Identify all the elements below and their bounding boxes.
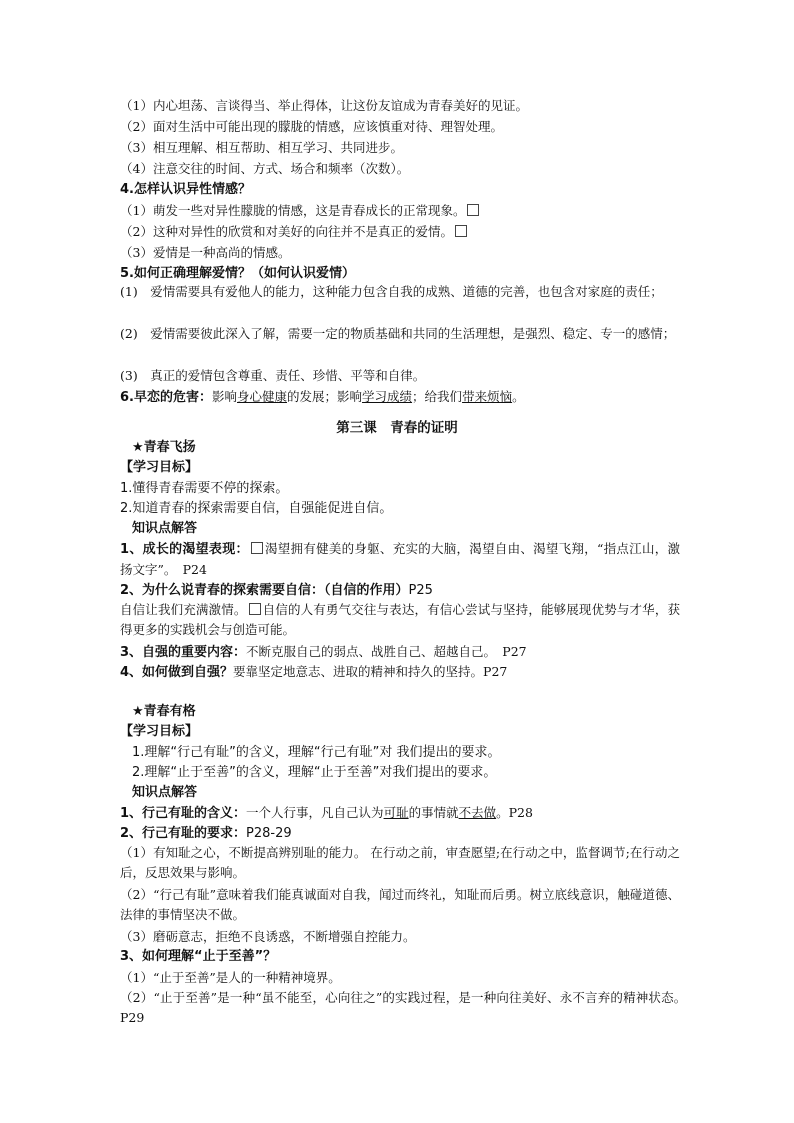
lesson-title: 第三课 青春的证明	[336, 420, 458, 436]
text-line: （2）这种对异性的欣赏和对美好的向往并不是真正的爱情。	[120, 222, 469, 242]
text-line: （2）面对生活中可能出现的朦胧的情感，应该慎重对待、理智处理。	[120, 119, 503, 134]
goal-item: 1.懂得青春需要不停的探索。	[120, 481, 289, 496]
goal-item: 2.理解“止于至善”的含义，理解“止于至善”对我们提出的要求。	[132, 765, 497, 780]
goal-item: 1.理解“行己有耻”的含义，理解“行己有耻”对 我们提出的要求。	[132, 745, 501, 760]
kp-text: （2）“行己有耻”意味着我们能真诚面对自我，闻过而终礼，知耻而后勇。树立底线意识，触碰道德、法律的事情坚决不做。	[120, 887, 680, 922]
checkbox-glyph-icon	[249, 603, 261, 615]
text-line: （3）相互理解、相互帮助、相互学习、共同进步。	[120, 140, 403, 155]
kp-item: 1、成长的渴望表现： 渴望拥有健美的身躯、充实的大脑，渴望自由、渴望飞翔，“指点江山，激扬文字”。 P24	[120, 541, 680, 577]
checkbox-glyph-icon	[455, 225, 467, 237]
section-heading: ★青春飞扬	[132, 440, 196, 455]
checkbox-glyph-icon	[467, 204, 479, 216]
kp-text: 自信让我们充满激情。 自信的人有勇气交往与表达，有信心尝试与坚持，能够展现优势与才华，获得更多的实践机会与创造可能。	[120, 602, 680, 637]
text-line: （1）内心坦荡、言谈得当、举止得体，让这份友谊成为青春美好的见证。	[120, 98, 528, 113]
text-line: 6.早恋的危害：影响身心健康的发展；影响学习成绩；给我们带来烦恼。	[120, 389, 525, 405]
question-heading: 4.怎样认识异性情感？	[120, 182, 251, 197]
kp-item: 3、自强的重要内容：不断克服自己的弱点、战胜自己、超越自己。 P27	[120, 644, 527, 660]
text-paragraph: (2) 爱情需要彼此深入了解，需要一定的物质基础和共同的生活理想，是强烈、稳定、专一的感情；	[120, 326, 676, 341]
kp-item: 4、如何做到自强？要靠坚定地意志、进取的精神和持久的坚持。P27	[120, 664, 508, 680]
text-line: (3) 真正的爱情包含尊重、责任、珍惜、平等和自律。	[120, 368, 426, 383]
kp-text: （1）有知耻之心，不断提高辨别耻的能力。 在行动之前，审查愿望;在行动之中，监督调节;在行动之后，反思效果与影响。	[120, 845, 680, 880]
checkbox-glyph-icon	[251, 542, 263, 554]
kp-item: 2、为什么说青春的探索需要自信：（自信的作用）P25	[120, 583, 433, 598]
goals-label: 【学习目标】	[120, 724, 199, 739]
question-heading: 5.如何正确理解爱情？（如何认识爱情）	[120, 266, 355, 281]
kp-text: （1）“止于至善”是人的一种精神境界。	[120, 970, 341, 985]
goals-label: 【学习目标】	[120, 460, 199, 475]
text-line: （1）萌发一些对异性朦胧的情感，这是青春成长的正常现象。	[120, 201, 481, 221]
text-line: （4）注意交往的时间、方式、场合和频率（次数）。	[120, 161, 410, 176]
kp-item: 3、如何理解“止于至善”？	[120, 949, 277, 964]
text-line: （3）爱情是一种高尚的情感。	[120, 245, 291, 260]
section-heading: ★青春有格	[132, 704, 196, 719]
kp-label: 知识点解答	[132, 521, 198, 536]
kp-text: （3）磨砺意志，拒绝不良诱惑，不断增强自控能力。	[120, 929, 416, 944]
kp-label: 知识点解答	[132, 785, 198, 800]
text-paragraph: (1) 爱情需要具有爱他人的能力，这种能力包含自我的成熟、道德的完善，也包含对家庭的责任；	[120, 284, 663, 299]
kp-text: （2）“止于至善”是一种“虽不能至，心向往之”的实践过程，是一种向往美好、永不言弃的精神状态。 P29	[120, 990, 693, 1025]
goal-item: 2.知道青春的探索需要自信，自强能促进自信。	[120, 501, 393, 516]
kp-item: 1、行己有耻的含义：一个人行事，凡自己认为可耻的事情就不去做。P28	[120, 805, 533, 821]
kp-item: 2、行己有耻的要求：P28-29	[120, 826, 292, 841]
